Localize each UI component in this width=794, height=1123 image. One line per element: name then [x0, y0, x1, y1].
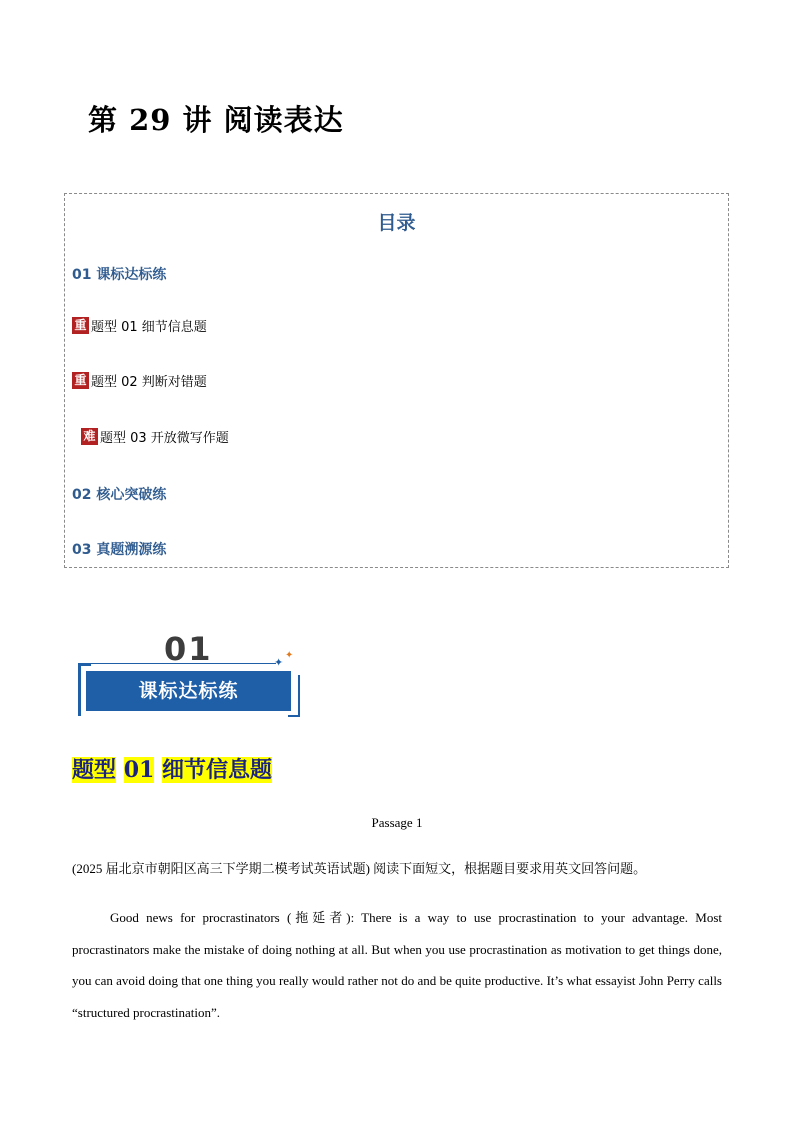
- toc-item-3[interactable]: [81, 427, 229, 446]
- toc-section-1[interactable]: 01 课标达标练: [72, 267, 167, 283]
- banner-label: 课标达标练: [86, 671, 291, 711]
- table-of-contents: [64, 193, 729, 568]
- difficult-badge-icon: 难: [81, 428, 98, 445]
- toc-item-label: 题型 02 判断对错题: [91, 375, 207, 390]
- banner-bracket: [288, 675, 300, 717]
- passage-source: (2025 届北京市朝阳区高三下学期二模考试英语试题) 阅读下面短文，根据题目要求用英文回答问题。: [72, 861, 647, 876]
- key-badge-icon: 重: [72, 372, 89, 389]
- section-banner: [78, 630, 303, 720]
- passage-paragraph: Good news for procrastinators (拖延者): There is a way to use procrastination to your advantage. Most procrastinators make the mistake of doing nothing at all. But when you use procrastination as motivation to get things done, you can avoid doing that one thing you really would rather not do and be quite productive. It’s what essayist John Perry calls “structured procrastination”.: [72, 910, 722, 1020]
- toc-item-label: 题型 01 细节信息题: [91, 320, 207, 335]
- sparkle-icon: ✦: [274, 656, 284, 669]
- sparkle-icon: ✦: [285, 650, 294, 661]
- toc-item-label: 题型 03 开放微写作题: [100, 431, 229, 446]
- question-type-number: 01: [123, 757, 155, 783]
- question-type-word: 题型: [72, 757, 117, 783]
- passage-label: Passage 1: [371, 815, 423, 830]
- toc-heading: 目录: [377, 212, 416, 234]
- lecture-title: 第 29 讲 阅读表达: [88, 103, 344, 137]
- toc-item-2[interactable]: [72, 371, 207, 390]
- banner-number: 01: [164, 630, 213, 668]
- toc-section-2[interactable]: 02 核心突破练: [72, 487, 167, 503]
- toc-section-3[interactable]: 03 真题溯源练: [72, 542, 167, 558]
- question-type-heading: [72, 753, 272, 784]
- question-type-name: 细节信息题: [161, 757, 272, 783]
- toc-item-1[interactable]: [72, 316, 207, 335]
- key-badge-icon: 重: [72, 317, 89, 334]
